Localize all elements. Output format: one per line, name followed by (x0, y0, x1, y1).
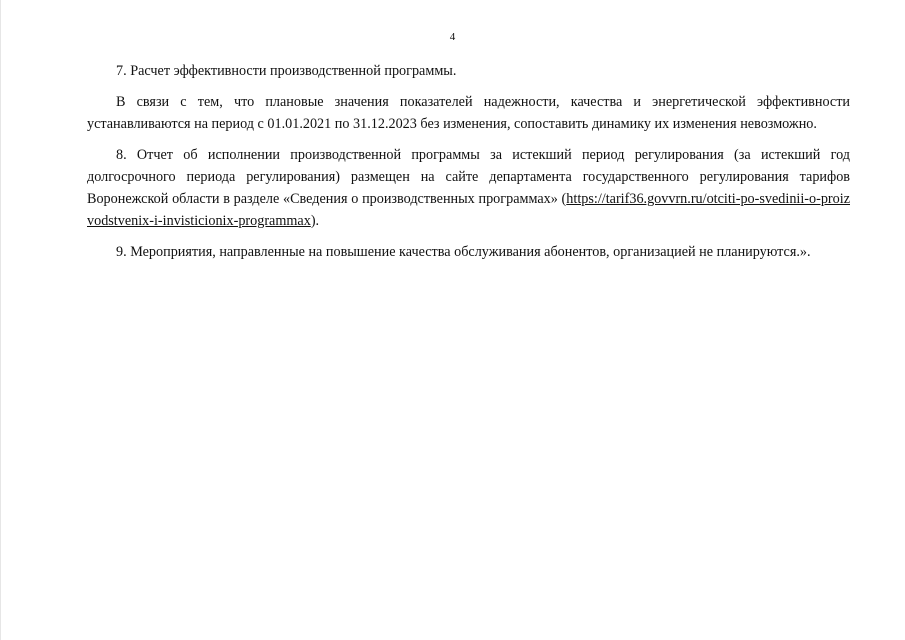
scan-edge (0, 0, 1, 640)
section-9-paragraph: 9. Мероприятия, направленные на повышение качества обслуживания абонентов, организацией не планируются.». (116, 244, 811, 260)
page-number: 4 (449, 31, 456, 43)
section-8-text-end: ). (310, 213, 320, 229)
section-8-text: 8. Отчет об исполнении производственной программы за истекший период регулирования (за истекший год долгосрочного периода регулирования) размещен на сайте департамента государственного регулирования тарифов Воронежской области в разделе «Сведения о производственных программах» ( (87, 147, 850, 207)
report-link[interactable]: https://tarif36.govvrn.ru/otciti-po-svedinii-o-proizvodstvenix-i-invisticionix-programmax (87, 191, 850, 229)
section-7-paragraph: В связи с тем, что плановые значения показателей надежности, качества и энергетической эффективности устанавливаются на период с 01.01.2021 по 31.12.2023 без изменения, сопоставить динамику их изменения невозможно. (87, 94, 850, 132)
section-7-heading: 7. Расчет эффективности производственной программы. (116, 63, 457, 79)
document-body (87, 60, 850, 272)
section-8-paragraph (87, 144, 850, 232)
